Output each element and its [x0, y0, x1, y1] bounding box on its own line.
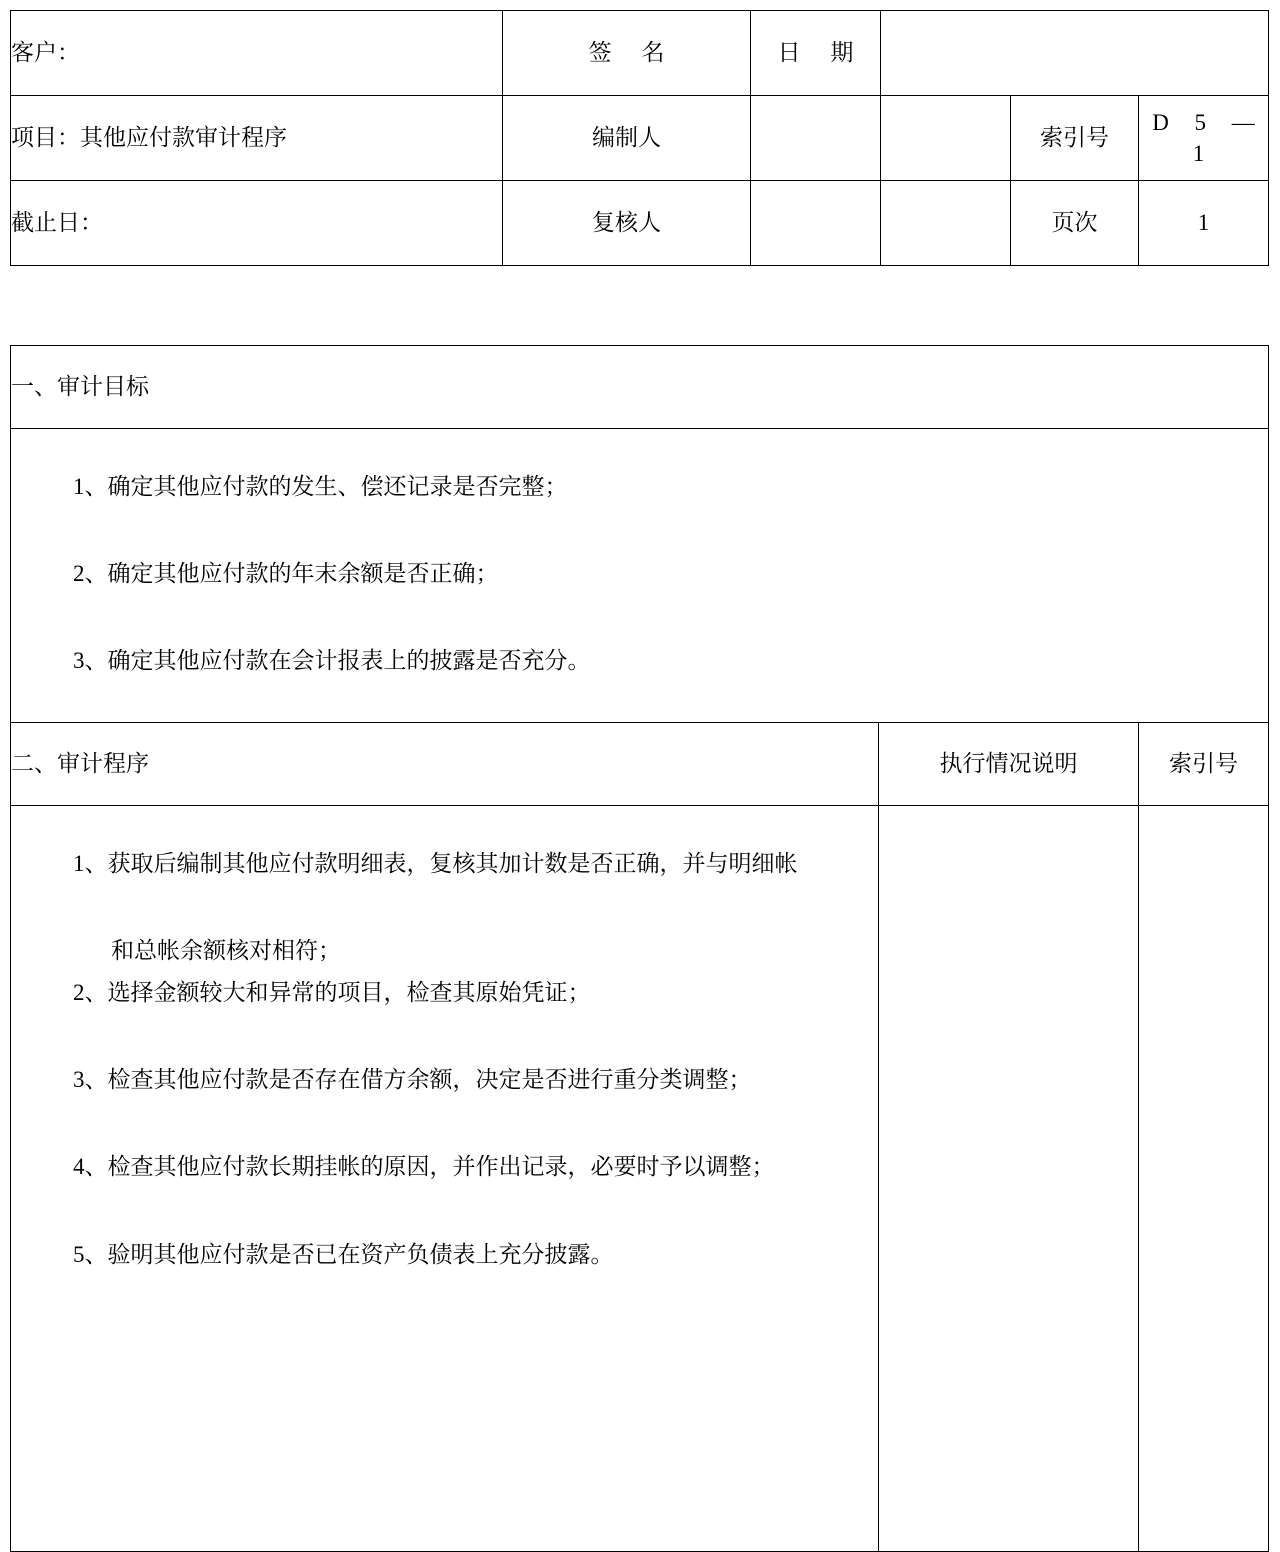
- client-field-cell[interactable]: [11, 11, 503, 96]
- execution-note-column-header: 执行情况说明: [879, 722, 1139, 805]
- list-item-line-continued: 和总帐余额核对相符；: [111, 937, 341, 963]
- preparer-label-cell: 编制人: [503, 96, 751, 181]
- procedures-title-row: [11, 722, 1269, 805]
- list-item: 1、确定其他应付款的发生、偿还记录是否完整；: [73, 474, 568, 499]
- procedures-section-title: 二、审计程序: [11, 722, 879, 805]
- audit-program-table: [10, 345, 1269, 1552]
- preparer-date-cell[interactable]: [881, 96, 1011, 181]
- index-value-cell: D 5 — 1: [1139, 96, 1269, 181]
- list-item: 2、确定其他应付款的年末余额是否正确；: [73, 561, 499, 587]
- identification-table: [10, 10, 1269, 266]
- table-row: [11, 96, 1269, 181]
- procedures-list-cell: [11, 805, 879, 1551]
- preparer-signature-cell[interactable]: [751, 96, 881, 181]
- list-item: 5、验明其他应付款是否已在资产负债表上充分披露。: [73, 1241, 614, 1267]
- list-item: 2、选择金额较大和异常的项目，检查其原始凭证；: [73, 979, 591, 1005]
- execution-note-cell[interactable]: [879, 805, 1139, 1551]
- objectives-title-row: [11, 346, 1269, 429]
- objectives-list: [11, 429, 1268, 722]
- table-row: [11, 181, 1269, 266]
- list-item: [11, 848, 878, 967]
- page-label-cell: 页次: [1011, 181, 1139, 266]
- index-label-cell: 索引号: [1011, 96, 1139, 181]
- list-item: 4、检查其他应付款长期挂帐的原因，并作出记录，必要时予以调整；: [73, 1154, 775, 1180]
- project-field-cell: 项目：其他应付款审计程序: [11, 96, 503, 181]
- list-item: 3、检查其他应付款是否存在借方余额，决定是否进行重分类调整；: [73, 1067, 752, 1093]
- reviewer-signature-cell[interactable]: [751, 181, 881, 266]
- table-row: [11, 11, 1269, 96]
- page-value-cell: 1: [1139, 181, 1269, 266]
- reviewer-date-cell[interactable]: [881, 181, 1011, 266]
- client-label: 客户：: [11, 40, 80, 66]
- list-item: 3、确定其他应付款在会计报表上的披露是否充分。: [73, 648, 591, 674]
- procedures-body-row: [11, 805, 1269, 1551]
- cutoff-date-field-cell[interactable]: 截止日：: [11, 181, 503, 266]
- header-blank-cell: [881, 11, 1269, 96]
- procedures-index-column-header: 索引号: [1139, 722, 1269, 805]
- objectives-body-row: [11, 429, 1269, 723]
- objectives-list-cell: [11, 429, 1269, 723]
- date-column-header: 日 期: [751, 11, 881, 96]
- signature-column-header: 签 名: [503, 11, 751, 96]
- reviewer-label-cell: 复核人: [503, 181, 751, 266]
- procedures-list: [11, 806, 878, 1315]
- list-item-line: 1、获取后编制其他应付款明细表，复核其加计数是否正确，并与明细帐: [73, 850, 798, 876]
- objectives-section-title: 一、审计目标: [11, 346, 1269, 429]
- procedures-index-cell[interactable]: [1139, 805, 1269, 1551]
